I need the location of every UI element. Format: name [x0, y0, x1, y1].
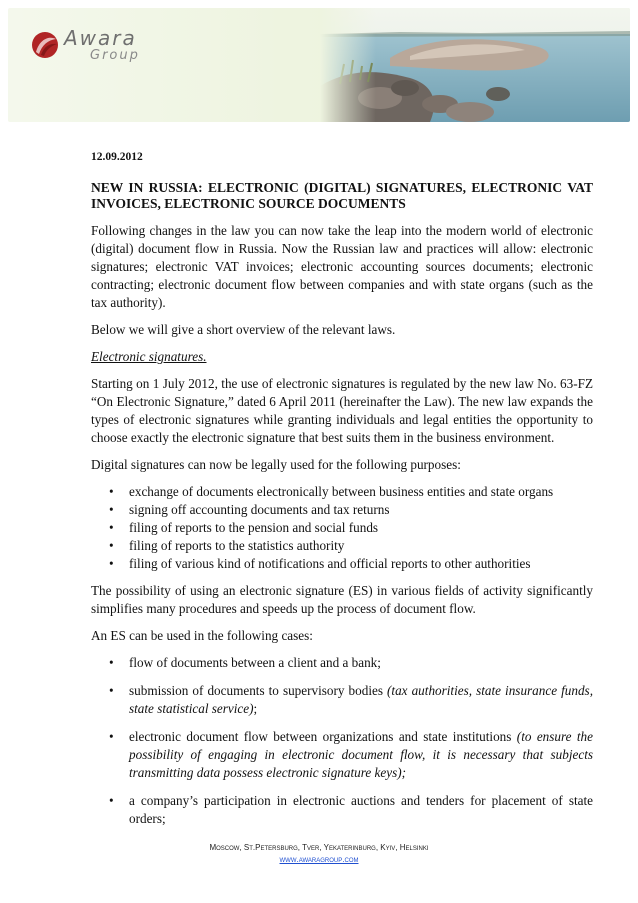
possibility-paragraph: The possibility of using an electronic signature (ES) in various fields of activity significantly simplifies many procedures and speeds up the process of document flow.: [91, 583, 593, 616]
law-paragraph: Starting on 1 July 2012, the use of electronic signatures is regulated by the new law No. 63-FZ “On Electronic Signature,” dated 6 April 2011 (hereinafter the Law). The new law expands the types of electronic signatures while granting individuals and legal entities the opportunity to choose exactly the electronic signature that best suits them in the business environment.: [91, 376, 593, 445]
logo-name: Awara: [64, 26, 137, 50]
list-item: • electronic document flow between organizations and state institutions (to ensure the possibility of engaging in electronic document flow, it is necessary that subjects transmitting data possess electronic signature keys);: [91, 728, 593, 782]
footer-website-link[interactable]: www.awaragroup.com: [279, 855, 359, 864]
overview-paragraph: Below we will give a short overview of the relevant laws.: [91, 322, 396, 337]
coastal-landscape-photo: [320, 8, 630, 122]
document-body: [91, 148, 593, 838]
cases-list: [91, 654, 593, 828]
footer-cities: Moscow, St.Petersburg, Tver, Yekaterinburg, Kyiv, Helsinki: [209, 843, 429, 852]
list-item: • filing of reports to the statistics authority: [91, 537, 593, 555]
purposes-intro: Digital signatures can now be legally used for the following purposes:: [91, 457, 461, 472]
company-logo[interactable]: [28, 26, 158, 76]
letterhead: [8, 8, 630, 122]
awara-logo-icon: [30, 30, 60, 60]
list-item: • filing of reports to the pension and social funds: [91, 519, 593, 537]
section-heading-electronic-signatures: Electronic signatures.: [91, 349, 207, 364]
page-footer: [0, 842, 638, 866]
list-item: • a company’s participation in electronic auctions and tenders for placement of state orders;: [91, 792, 593, 828]
list-item: • exchange of documents electronically between business entities and state organs: [91, 483, 593, 501]
cases-intro: An ES can be used in the following cases:: [91, 628, 313, 643]
document-title: NEW IN RUSSIA: ELECTRONIC (DIGITAL) SIGNATURES, ELECTRONIC VAT INVOICES, ELECTRONIC SOURCE DOCUMENTS: [91, 180, 593, 211]
list-item: • submission of documents to supervisory bodies (tax authorities, state insurance funds, state statistical service);: [91, 682, 593, 718]
list-item: • filing of various kind of notifications and official reports to other authorities: [91, 555, 593, 573]
purposes-list: [91, 483, 593, 573]
intro-paragraph: Following changes in the law you can now take the leap into the modern world of electronic (digital) document flow in Russia. Now the Russian law and practices will allow: electronic signatures; electronic VAT invoices; electronic accounting sources documents; electronic contracting; electronic document flow between companies and with state organs (such as the tax authority).: [91, 223, 593, 310]
list-item: • signing off accounting documents and tax returns: [91, 501, 593, 519]
document-date: 12.09.2012: [91, 151, 143, 163]
list-item: • flow of documents between a client and a bank;: [91, 654, 593, 672]
logo-subtitle: Group: [90, 48, 140, 63]
